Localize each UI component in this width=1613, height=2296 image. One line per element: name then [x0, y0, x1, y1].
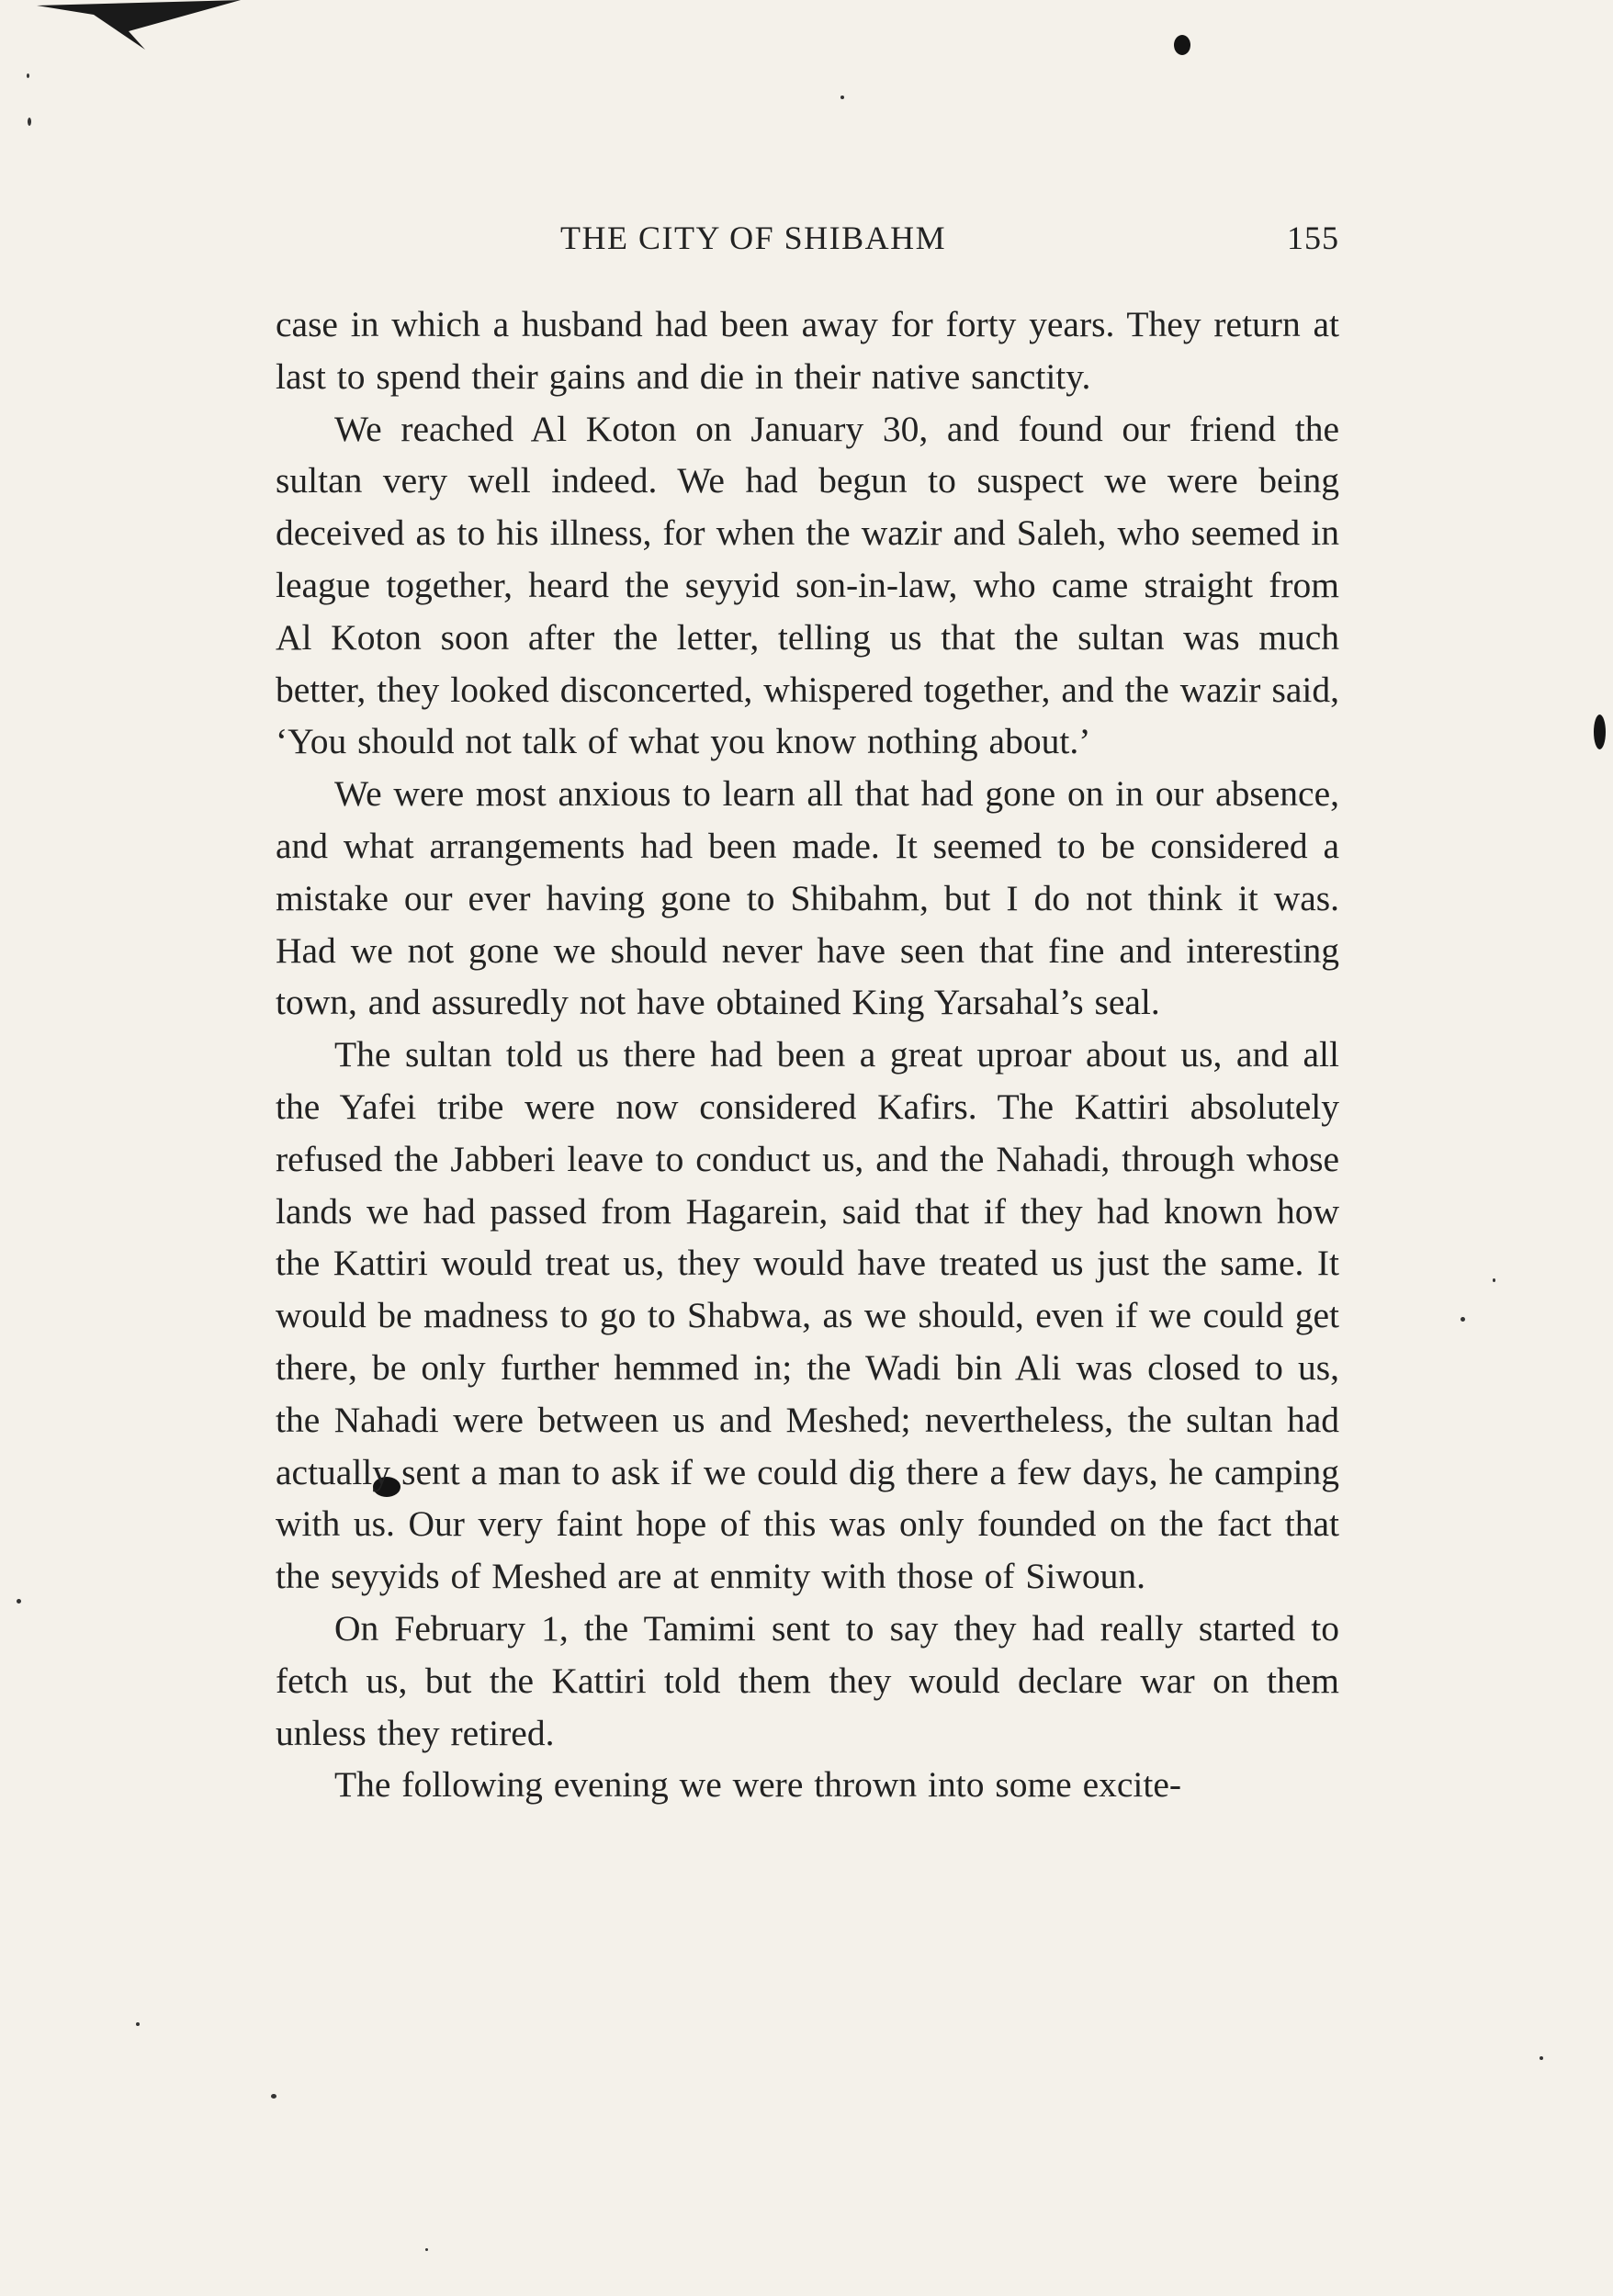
page-speck: [1540, 2056, 1543, 2060]
page-speck: [27, 73, 29, 78]
page-speck: [1461, 1317, 1465, 1322]
body-text: [276, 298, 1339, 1811]
page-speck: [17, 1599, 21, 1604]
page-header: [276, 219, 1339, 274]
ink-blot: [1594, 715, 1606, 749]
page-number: 155: [1287, 219, 1339, 256]
paragraph: The following evening we were thrown into some excite-: [334, 1764, 1182, 1806]
running-title: THE CITY OF SHIBAHM: [560, 219, 947, 256]
page-speck: [1493, 1278, 1495, 1282]
paragraph: The sultan told us there had been a great uproar about us, and all the Yafei tribe were now considered Kafirs. The Kattiri absolutely refused the Jabberi leave to conduct us, and the Nahadi, through whose lands we had passed from Hagarein, said that if they had known how the Kattiri would treat us, they would have treated us just the same. It would be madness to go to Shabwa, as we should, even if we could get there, be only further hemmed in; the Wadi bin Ali was closed to us, the Nahadi were between us and Meshed; nevertheless, the sultan had actually sent a man to ask if we could dig there a few days, he camping with us. Our very faint hope of this was only founded on the fact that the seyyids of Meshed are at enmity with those of Siwoun.: [276, 1034, 1339, 1597]
page-speck: [136, 2022, 140, 2026]
page-speck: [28, 118, 31, 126]
page-speck: [425, 2248, 428, 2251]
paragraph: case in which a husband had been away for forty years. They return at last to spend their gains and die in their native sanctity.: [276, 304, 1339, 397]
paragraph: We were most anxious to learn all that had gone on in our absence, and what arrangements had been made. It seemed to be considered a mistake our ever having gone to Shibahm, but I do not think it was. Had we not gone we should never have seen that fine and interesting town, and assuredly not have obtained King Yarsahal’s seal.: [276, 773, 1339, 1023]
paragraph: On February 1, the Tamimi sent to say they had really started to fetch us, but the Kattiri told them they would declare war on them unless they retired.: [276, 1607, 1339, 1753]
page-speck: [840, 96, 844, 99]
paragraph: We reached Al Koton on January 30, and found our friend the sultan very well indeed. We had begun to suspect we were being deceived as to his illness, for when the wazir and Saleh, who seemed in league together, heard the seyyid son-in-law, who came straight from Al Koton soon after the letter, telling us that the sultan was much better, they looked disconcerted, whispered together, and the wazir said, ‘You should not talk of what you know nothing about.’: [276, 408, 1339, 762]
ink-blot: [1174, 35, 1190, 55]
scan-shadow-mark: [37, 0, 248, 55]
page-speck: [271, 2094, 276, 2099]
